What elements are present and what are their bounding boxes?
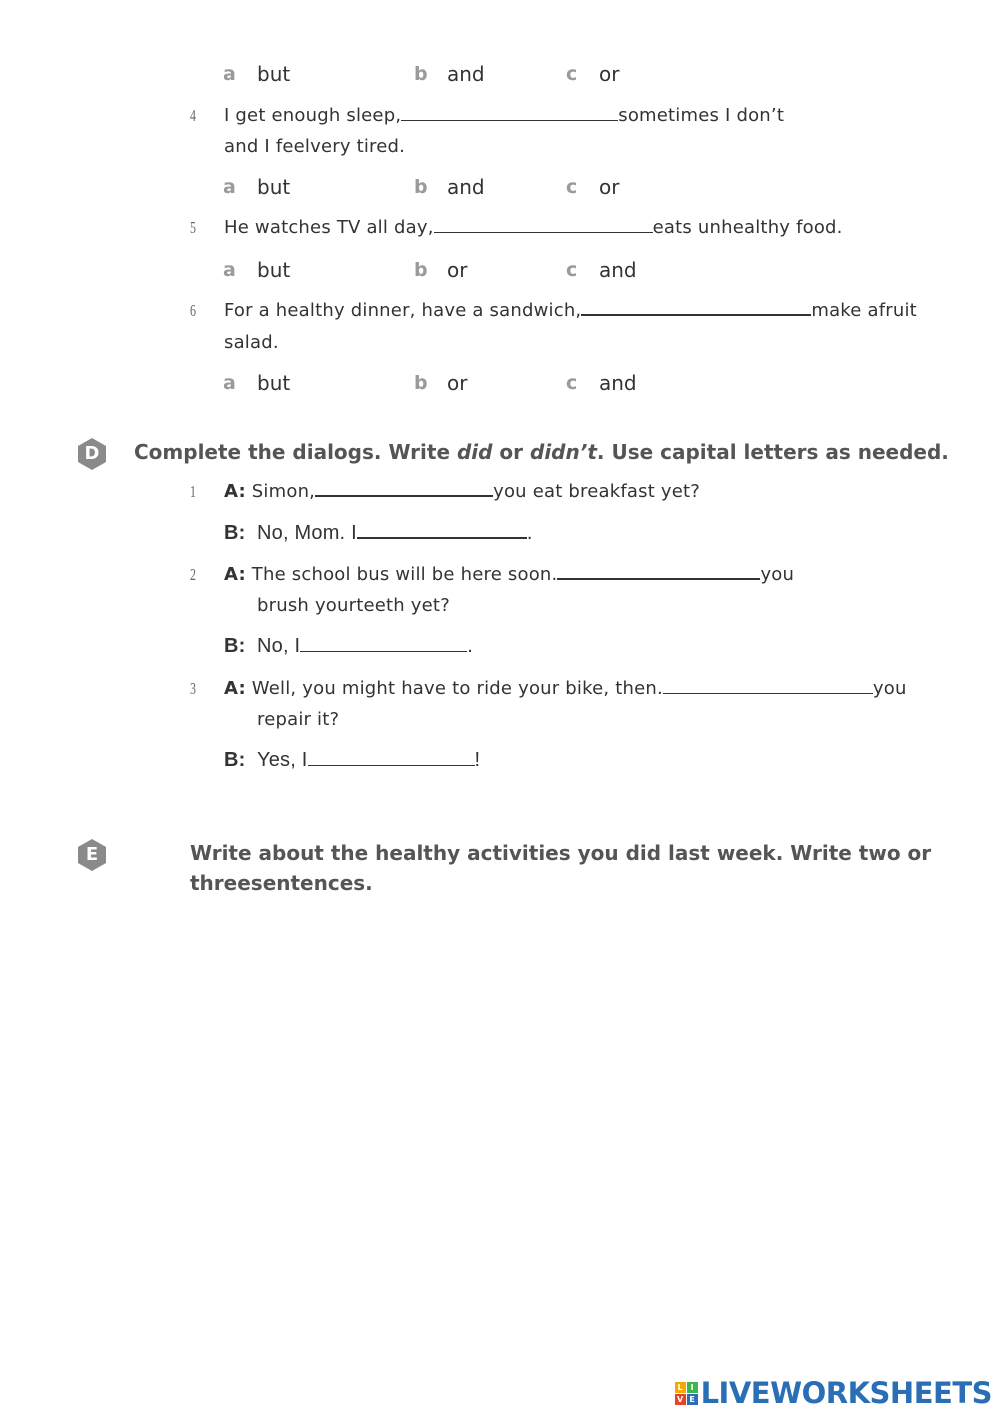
question-line — [224, 300, 917, 321]
answer-blank[interactable] — [581, 313, 811, 316]
dialog-text: Simon, — [245, 481, 316, 502]
option-word[interactable]: and — [447, 62, 485, 86]
speaker-label: B: — [224, 749, 246, 771]
option-letter: c — [566, 372, 578, 394]
section-badge-letter: E — [85, 844, 99, 865]
section-badge-letter: D — [84, 443, 100, 464]
dialog-a-line — [224, 678, 907, 699]
speaker-label: B: — [224, 522, 246, 544]
question-text: He watches TV all day, — [224, 217, 434, 238]
question-number: 5 — [190, 218, 196, 237]
option-letter: c — [566, 176, 578, 198]
question-text-line2: salad. — [224, 332, 279, 353]
option-letter: b — [414, 259, 428, 281]
dialog-number: 1 — [190, 482, 196, 501]
option-letter: a — [223, 372, 236, 394]
dialog-text: No, Mom. I — [257, 522, 357, 544]
answer-blank[interactable] — [308, 764, 475, 766]
section-d-instruction — [134, 440, 949, 464]
logo-text: LIVEWORKSHEETS — [700, 1376, 992, 1410]
speaker-label: A: — [224, 564, 246, 585]
dialog-text: No, I — [257, 635, 301, 657]
logo-block: E — [687, 1394, 698, 1405]
section-e-instruction-line1: Write about the healthy activities you did last week. Write two or — [190, 841, 932, 865]
logo-block: V — [675, 1394, 686, 1405]
section-e-instruction-line2: threesentences. — [190, 871, 373, 895]
dialog-text: Yes, I — [257, 749, 308, 771]
dialog-number: 2 — [190, 565, 196, 584]
dialog-text: The school bus will be here soon. — [251, 564, 558, 585]
dialog-a-line — [224, 564, 794, 585]
option-word[interactable]: and — [447, 175, 485, 199]
option-letter: a — [223, 63, 236, 85]
dialog-b-line — [224, 635, 473, 658]
instruction-text: Complete the dialogs. Write — [134, 440, 457, 464]
question-text: I get enough sleep, — [224, 105, 402, 126]
instruction-text: or — [492, 440, 530, 464]
option-letter: c — [566, 63, 578, 85]
option-word[interactable]: but — [257, 62, 291, 86]
speaker-label: A: — [224, 678, 246, 699]
question-line — [224, 105, 784, 126]
logo-blocks-icon — [675, 1382, 698, 1405]
question-text: sometimes I don’t — [618, 105, 785, 126]
option-word[interactable]: but — [257, 175, 291, 199]
speaker-label: B: — [224, 635, 246, 657]
dialog-text: Well, you might have to ride your bike, then. — [251, 678, 663, 699]
dialog-text-line2: repair it? — [257, 709, 340, 730]
option-word[interactable]: but — [257, 258, 291, 282]
instruction-emphasis: did — [456, 440, 493, 464]
dialog-text: you eat breakfast yet? — [493, 481, 701, 502]
logo-block: L — [675, 1382, 686, 1393]
question-text: make afruit — [811, 300, 917, 321]
answer-blank[interactable] — [663, 692, 873, 694]
instruction-text: . Use capital letters as needed. — [596, 440, 949, 464]
answer-blank[interactable] — [401, 119, 618, 121]
instruction-emphasis: didn’t — [530, 440, 597, 464]
option-word[interactable]: but — [257, 371, 291, 395]
section-d-badge — [77, 437, 107, 471]
answer-blank[interactable] — [357, 536, 527, 539]
question-number: 6 — [190, 301, 196, 320]
question-line — [224, 217, 843, 238]
dialog-text: you — [872, 678, 907, 699]
dialog-b-line — [224, 749, 480, 772]
option-word[interactable]: or — [447, 258, 468, 282]
question-text-line2: and I feelvery tired. — [224, 136, 406, 157]
dialog-text-line2: brush yourteeth yet? — [257, 595, 450, 616]
option-word[interactable]: and — [599, 371, 637, 395]
dialog-number: 3 — [190, 679, 196, 698]
dialog-b-line — [224, 522, 533, 545]
liveworksheets-logo[interactable] — [675, 1377, 992, 1409]
answer-blank[interactable] — [300, 650, 467, 652]
question-text: For a healthy dinner, have a sandwich, — [224, 300, 582, 321]
option-letter: a — [223, 176, 236, 198]
dialog-text: . — [526, 522, 533, 544]
option-word[interactable]: or — [447, 371, 468, 395]
option-letter: a — [223, 259, 236, 281]
logo-block: I — [687, 1382, 698, 1393]
answer-blank[interactable] — [434, 231, 653, 233]
option-letter: b — [414, 372, 428, 394]
dialog-text: ! — [474, 749, 481, 771]
dialog-a-line — [224, 481, 700, 502]
dialog-text: . — [467, 635, 474, 657]
question-text: eats unhealthy food. — [652, 217, 843, 238]
option-letter: c — [566, 259, 578, 281]
question-number: 4 — [190, 106, 196, 125]
option-word[interactable]: or — [599, 175, 620, 199]
speaker-label: A: — [224, 481, 246, 502]
dialog-text: you — [760, 564, 795, 585]
option-word[interactable]: and — [599, 258, 637, 282]
option-letter: b — [414, 63, 428, 85]
option-letter: b — [414, 176, 428, 198]
section-e-badge — [77, 838, 107, 872]
answer-blank[interactable] — [557, 577, 760, 580]
answer-blank[interactable] — [315, 494, 493, 497]
option-word[interactable]: or — [599, 62, 620, 86]
